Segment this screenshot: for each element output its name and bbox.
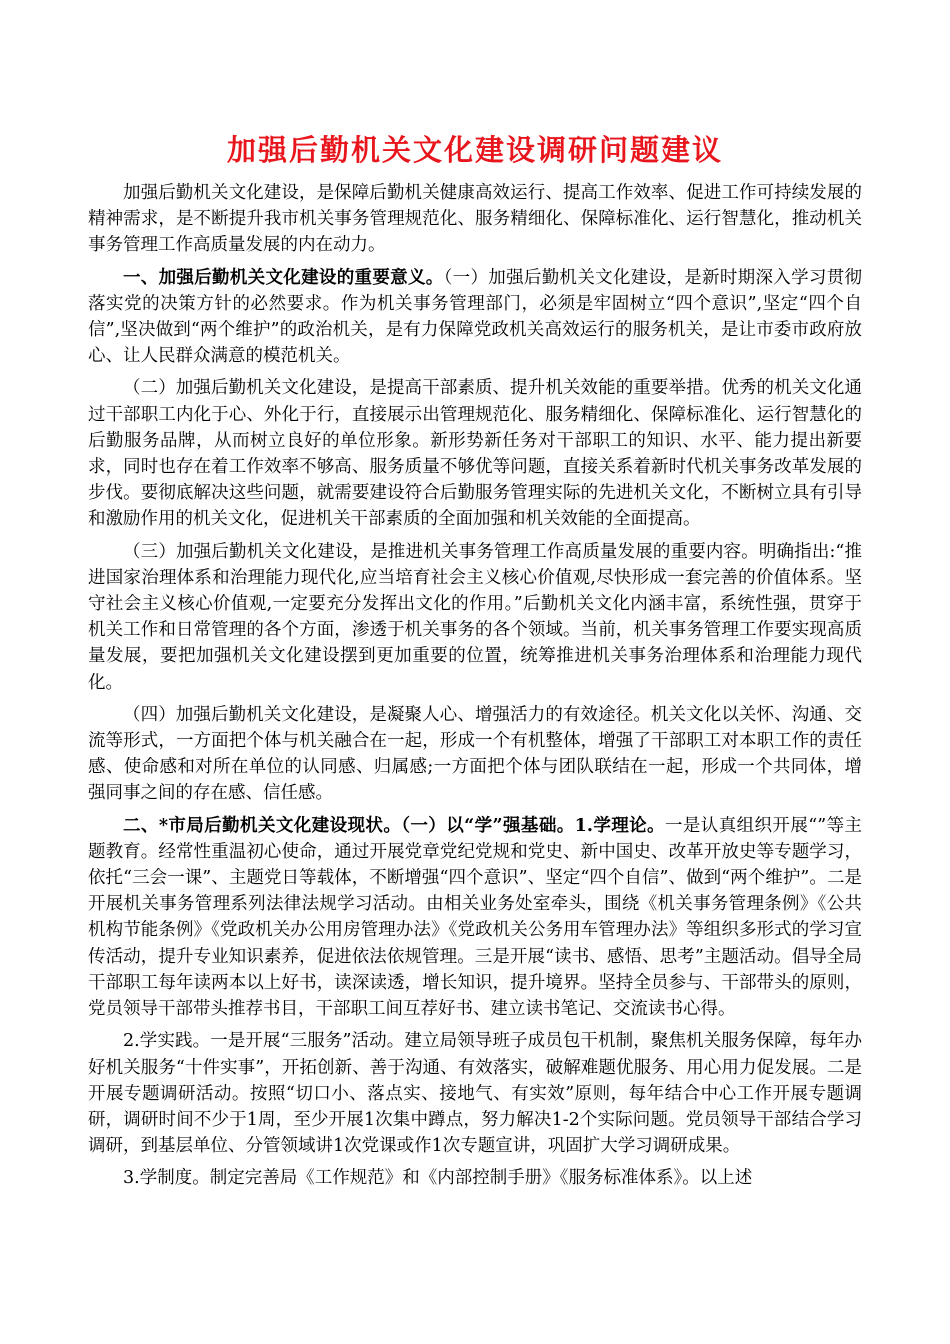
document-title: 加强后勤机关文化建设调研问题建议 [226,133,723,167]
intro-paragraph: 加强后勤机关文化建设，是保障后勤机关健康高效运行、提高工作效率、促进工作可持续发展的精神需求，是不断提升我市机关事务管理规范化、服务精细化、保障标准化、运行智慧化，推动机关事务管理工作高质量发展的内在动力。 [88,183,862,256]
section2-paragraph-2: 2.学实践。一是开展“三服务”活动。建立局领导班子成员包干机制，聚焦机关服务保障，每年办好机关服务“十件实事”，开拓创新、善于沟通、有效落实，破解难题优服务、用心用力促发展。二是开展专题调研活动。按照“切口小、落点实、接地气、有实效”原则，每年结合中心工作开展专题调研，调研时间不少于1周，至少开展1次集中蹲点，努力解决1-2个实际问题。党员领导干部结合学习调研，到基层单位、分管领域讲1次党课或作1次专题宣讲，巩固扩大学习调研成果。 [88,1031,862,1157]
section1-paragraph-1 [88,265,862,370]
section2-paragraph-3: 3.学制度。制定完善局《工作规范》和《内部控制手册》《服务标准体系》。以上述 [123,1168,753,1189]
section2-p1-text: 一是认真组织开展“”等主题教育。经常性重温初心使命，通过开展党章党纪党规和党史、新中国史、改革开放史等专题学习，依托“三会一课”、主题党日等载体，不断增强“四个意识”、坚定“四个自信”、做到“两个维护”。二是开展机关事务管理系列法律法规学习活动。由相关业务处室牵头，围绕《机关事务管理条例》《公共机构节能条例》《党政机关办公用房管理办法》《党政机关公务用车管理办法》等组织多形式的学习宣传活动，提升专业知识素养，促进依法依规管理。三是开展“读书、感悟、思考”主题活动。倡导全局干部职工每年读两本以上好书，读深读透，增长知识，提升境界。坚持全员参与、干部带头的原则，党员领导干部带头推荐书目，干部职工间互荐好书、建立读书笔记、交流读书心得。 [88,815,862,1020]
document-body [88,180,862,1198]
section1-paragraph-4: （四）加强后勤机关文化建设，是凝聚人心、增强活力的有效途径。机关文化以关怀、沟通、交流等形式，一方面把个体与机关融合在一起，形成一个有机整体，增强了干部职工对本职工作的责任感、使命感和对所在单位的认同感、归属感;一方面把个体与团队联结在一起，形成一个共同体，增强同事之间的存在感、信任感。 [88,704,862,804]
section2-paragraph-1 [88,813,862,1023]
section2-heading: 二、*市局后勤机关文化建设现状。（一）以“学”强基础。1.学理论。 [123,815,665,836]
section1-p1-text: （一）加强后勤机关文化建设，是新时期深入学习贯彻落实党的决策方针的必然要求。作为机关事务管理部门，必须是牢固树立“四个意识”,坚定“四个自信”,坚决做到“两个维护”的政治机关，是有力保障党政机关高效运行的服务机关，是让市委市政府放心、让人民群众满意的模范机关。 [88,267,863,367]
section1-paragraph-3: （三）加强后勤机关文化建设，是推进机关事务管理工作高质量发展的重要内容。明确指出:“推进国家治理体系和治理能力现代化,应当培育社会主义核心价值观,尽快形成一套完善的价值体系。坚守社会主义核心价值观,一定要充分发挥出文化的作用。”后勤机关文化内涵丰富，系统性强，贯穿于机关工作和日常管理的各个方面，渗透于机关事务的各个领域。当前，机关事务管理工作要实现高质量发展，要把加强机关文化建设摆到更加重要的位置，统筹推进机关事务治理体系和治理能力现代化。 [88,541,862,693]
section1-heading: 一、加强后勤机关文化建设的重要意义。 [123,267,444,288]
section1-paragraph-2: （二）加强后勤机关文化建设，是提高干部素质、提升机关效能的重要举措。优秀的机关文化通过干部职工内化于心、外化于行，直接展示出管理规范化、服务精细化、保障标准化、运行智慧化的后勤服务品牌，从而树立良好的单位形象。新形势新任务对干部职工的知识、水平、能力提出新要求，同时也存在着工作效率不够高、服务质量不够优等问题，直接关系着新时代机关事务改革发展的步伐。要彻底解决这些问题，就需要建设符合后勤服务管理实际的先进机关文化，不断树立具有引导和激励作用的机关文化，促进机关干部素质的全面加强和机关效能的全面提高。 [88,378,862,530]
